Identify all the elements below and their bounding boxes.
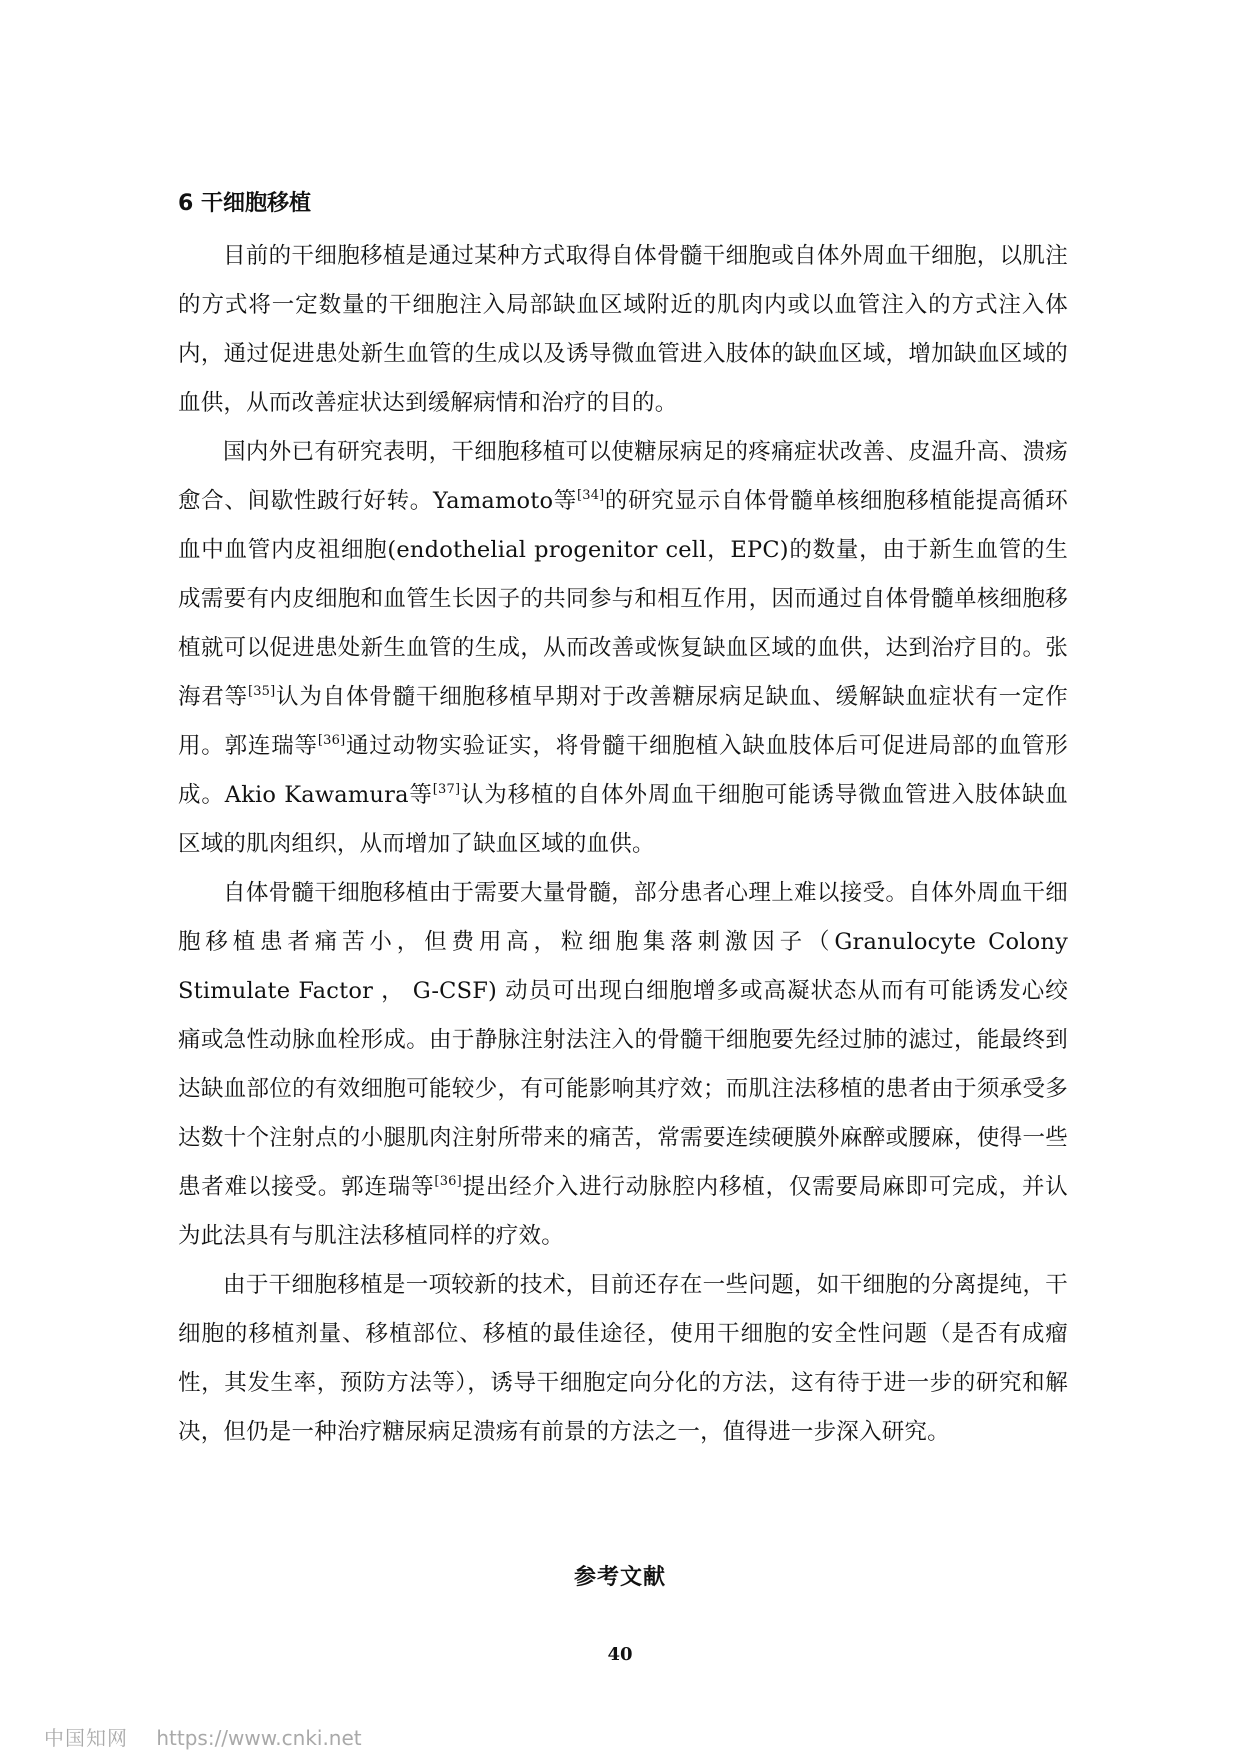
citation-ref: [37] [432, 782, 461, 797]
citation-ref: [36] [317, 733, 346, 748]
text-run: 目前的干细胞移植是通过某种方式取得自体骨髓干细胞或自体外周血干细胞，以肌注的方式将一定数量的干细胞注入局部缺血区域附近的肌肉内或以血管注入的方式注入体内，通过促进患处新生血管的生成以及诱导微血管进入肢体的缺血区域，增加缺血区域的血供，从而改善症状达到缓解病情和治疗的目的。 [178, 243, 1068, 416]
paragraph [178, 869, 1068, 1261]
text-run: 自体骨髓干细胞移植由于需要大量骨髓，部分患者心理上难以接受。自体外周血干细胞移植患者痛苦小，但费用高，粒细胞集落刺激因子（Granulocyte Colony Stimulate Factor ， G-CSF) 动员可出现白细胞增多或高凝状态从而有可能诱发心绞痛或急性动脉血栓形成。由于静脉注射法注入的骨髓干细胞要先经过肺的滤过，能最终到达缺血部位的有效细胞可能较少，有可能影响其疗效；而肌注法移植的患者由于须承受多达数十个注射点的小腿肌肉注射所带来的痛苦，常需要连续硬膜外麻醉或腰麻，使得一些患者难以接受。郭连瑞等 [178, 880, 1068, 1200]
citation-ref: [34] [576, 488, 605, 503]
paragraph [178, 428, 1068, 869]
watermark-url: https://www.cnki.net [156, 1726, 362, 1750]
text-run: 通过动物实验证实，将骨髓干细胞植入缺血肢体后可促进局部的血管形成。Akio Kawamura等 [178, 733, 1069, 808]
text-run: 的研究显示自体骨髓单核细胞移植能提高循环血中血管内皮祖细胞(endothelial progenitor cell，EPC)的数量，由于新生血管的生成需要有内皮细胞和血管生长因子的共同参与和相互作用，因而通过自体骨髓单核细胞移植就可以促进患处新生血管的生成，从而改善或恢复缺血区域的血供，达到治疗目的。张海君等 [178, 488, 1068, 710]
text-run: 国内外已有研究表明，干细胞移植可以使糖尿病足的疼痛症状改善、皮温升高、溃疡愈合、间歇性跛行好转。Yamamoto等 [178, 439, 1068, 514]
text-run: 由于干细胞移植是一项较新的技术，目前还存在一些问题，如干细胞的分离提纯，干细胞的移植剂量、移植部位、移植的最佳途径，使用干细胞的安全性问题（是否有成瘤性，其发生率，预防方法等），诱导干细胞定向分化的方法，这有待于进一步的研究和解决，但仍是一种治疗糖尿病足溃疡有前景的方法之一，值得进一步深入研究。 [178, 1272, 1068, 1445]
section-heading: 6 干细胞移植 [178, 191, 311, 216]
cnki-watermark [44, 1722, 362, 1751]
page-number: 40 [607, 1644, 633, 1665]
citation-ref: [36] [434, 1174, 462, 1189]
watermark-brand: 中国知网 [44, 1726, 128, 1750]
references-title: 参考文献 [573, 1564, 666, 1590]
paragraph [178, 232, 1068, 428]
citation-ref: [35] [247, 684, 276, 699]
text-run: 认为自体骨髓干细胞移植早期对于改善糖尿病足缺血、缓解缺血症状有一定作用。郭连瑞等 [178, 684, 1068, 759]
text-run: 认为移植的自体外周血干细胞可能诱导微血管进入肢体缺血区域的肌肉组织，从而增加了缺血区域的血供。 [178, 782, 1068, 857]
section-body [178, 232, 1068, 1457]
paragraph [178, 1261, 1068, 1457]
text-run: 提出经介入进行动脉腔内移植，仅需要局麻即可完成，并认为此法具有与肌注法移植同样的疗效。 [178, 1174, 1068, 1249]
